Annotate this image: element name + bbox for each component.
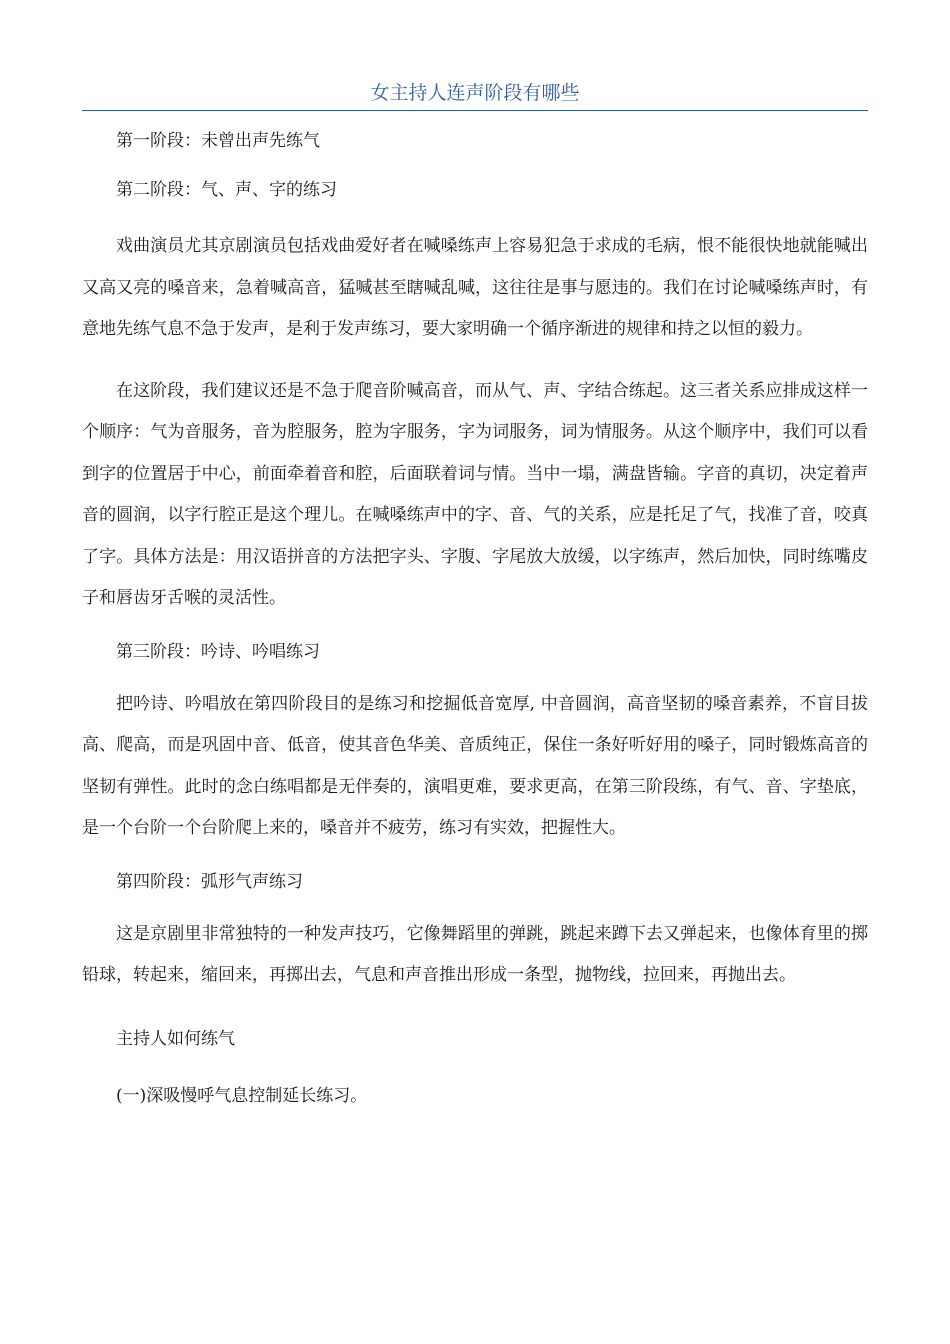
breath-section-heading: 主持人如何练气 <box>116 1028 235 1049</box>
stage2-paragraph-1: 戏曲演员尤其京剧演员包括戏曲爱好者在喊嗓练声上容易犯急于求成的毛病，恨不能很快地就能喊出又高又亮的嗓音来，急着喊高音，猛喊甚至瞎喊乱喊，这往往是事与愿违的。我们在讨论喊嗓练声时，有意地先练气息不急于发声，是利于发声练习，要大家明确一个循序渐进的规律和持之以恒的毅力。 <box>82 236 868 339</box>
document-title: 女主持人连声阶段有哪些 <box>82 78 868 111</box>
stage4-heading: 第四阶段：弧形气声练习 <box>116 871 303 892</box>
stage2-heading: 第二阶段：气、声、字的练习 <box>116 180 337 200</box>
breath-exercise-item-1: (一)深吸慢呼气息控制延长练习。 <box>116 1085 368 1106</box>
stage1-heading: 第一阶段：未曾出声先练气 <box>116 131 320 151</box>
stage3-heading: 第三阶段：吟诗、吟唱练习 <box>116 641 320 662</box>
document-page <box>82 78 868 1110</box>
stage3-paragraph: 把吟诗、吟唱放在第四阶段目的是练习和挖掘低音宽厚, 中音圆润，高音坚韧的嗓音素养，不盲目拔高、爬高，而是巩固中音、低音，使其音色华美、音质纯正，保住一条好听好用的嗓子，同时锻炼高音的坚韧有弹性。此时的念白练唱都是无伴奏的，演唱更难，要求更高，在第三阶段练，有气、音、字垫底，是一个台阶一个台阶爬上来的，嗓音并不疲劳，练习有实效，把握性大。 <box>82 693 868 838</box>
stage4-paragraph: 这是京剧里非常独特的一种发声技巧，它像舞蹈里的弹跳，跳起来蹲下去又弹起来，也像体育里的掷铅球，转起来，缩回来，再掷出去，气息和声音推出形成一条型，抛物线，拉回来，再抛出去。 <box>82 923 868 985</box>
stage2-paragraph-2: 在这阶段，我们建议还是不急于爬音阶喊高音，而从气、声、字结合练起。这三者关系应排成这样一个顺序：气为音服务，音为腔服务，腔为字服务，字为词服务，词为情服务。从这个顺序中，我们可以看到字的位置居于中心，前面牵着音和腔，后面联着词与情。当中一塌，满盘皆输。字音的真切，决定着声音的圆润，以字行腔正是这个理儿。在喊嗓练声中的字、音、气的关系，应是托足了气，找准了音，咬真了字。具体方法是：用汉语拼音的方法把字头、字腹、字尾放大放缓，以字练声，然后加快，同时练嘴皮子和唇齿牙舌喉的灵活性。 <box>82 380 868 608</box>
